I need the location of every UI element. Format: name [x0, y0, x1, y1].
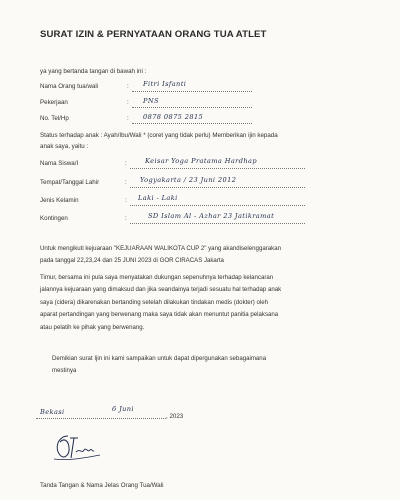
paragraph-statement: [40, 272, 281, 334]
date-place: Bekasi: [40, 408, 65, 416]
paragraph-line: mestinya: [52, 367, 77, 375]
document-title: SURAT IZIN & PERNYATAAN ORANG TUA ATLET: [40, 29, 267, 40]
paragraph-line: Demikian surat Ijin ini kami sampaikan untuk dapat dipergunakan sebagaimana: [52, 355, 267, 362]
fill-line: [130, 205, 305, 206]
parent-name-label: Nama Orang tua/wali: [40, 83, 99, 90]
occupation-value: PNS: [143, 97, 159, 105]
paragraph-line: atau pelatih ke pihak yang berwenang.: [40, 323, 145, 331]
paragraph-line: jalannya kejuaraan yang dimaksud dan jika seandainya terjadi sesuatu hal terhadap anak: [40, 286, 282, 294]
paragraph-line: pada tanggal 22,23,24 dan 25 JUNI 2023 di GOR CIRACAS Jakarta: [40, 257, 224, 265]
fill-line: [132, 107, 252, 108]
paragraph-line: saya (cidera) dikarenakan bertanding setelah dilakukan tindakan medis (dokter) oleh: [40, 298, 268, 306]
signature-caption: Tanda Tangan & Nama Jelas Orang Tua/Wali: [40, 482, 164, 489]
fill-line: [130, 187, 305, 188]
colon: :: [125, 179, 127, 186]
colon: :: [127, 83, 129, 90]
student-name-value: Keisar Yoga Pratama Hardhap: [145, 157, 257, 165]
phone-value: 0878 0875 2815: [143, 113, 204, 121]
colon: :: [125, 215, 127, 222]
colon: :: [125, 160, 127, 167]
gender-label: Jenis Kelamin: [40, 197, 79, 204]
fill-line: [132, 123, 252, 124]
intro-text: ya yang bertanda tangan di bawah ini :: [40, 68, 147, 75]
colon: :: [127, 99, 129, 106]
parent-name-value: Fitri Isfanti: [143, 80, 187, 88]
paragraph-line: aparat pertandingan yang berwenang maka saya tidak akan menuntut panitia pelaksana: [40, 311, 279, 319]
fill-line: [132, 91, 252, 92]
date-day: 6 Juni: [112, 405, 134, 413]
paragraph-line: Timur, bersama ini pula saya menyatakan dukungan sepenuhnya terhadap kelancaran: [40, 274, 274, 281]
gender-value: Laki - Laki: [138, 194, 178, 202]
colon: :: [125, 197, 127, 204]
date-year: , 2023: [166, 413, 184, 420]
paragraph-line: Untuk mengikuti kejuaraan "KEJUARAAN WALIKOTA CUP 2" yang akandiselenggarakan: [40, 245, 281, 252]
paragraph-closing: [52, 353, 266, 378]
handwritten-signature: [48, 428, 118, 468]
colon: :: [127, 115, 129, 122]
contingent-value: SD Islam Al - Azhar 23 Jatikramat: [148, 212, 275, 220]
fill-line: [130, 223, 305, 224]
birth-label: Tempat/Tanggal Lahir: [40, 179, 100, 186]
occupation-label: Pekerjaan: [40, 99, 68, 106]
status-text: Status terhadap anak : Ayah/Ibu/Wali * (coret yang tidak perlu) Memberikan ijin kepada: [40, 132, 278, 139]
student-name-label: Nama Siswa/I: [40, 160, 79, 167]
birth-value: Yogyakarta / 23 Juni 2012: [140, 176, 237, 184]
phone-label: No. Tel/Hp: [40, 115, 69, 122]
fill-line: [130, 168, 305, 169]
paragraph-event: [40, 243, 281, 268]
contingent-label: Kontingen: [40, 215, 68, 222]
status-text-cont: anak saya, yaitu :: [40, 143, 89, 150]
fill-line: [36, 418, 166, 419]
